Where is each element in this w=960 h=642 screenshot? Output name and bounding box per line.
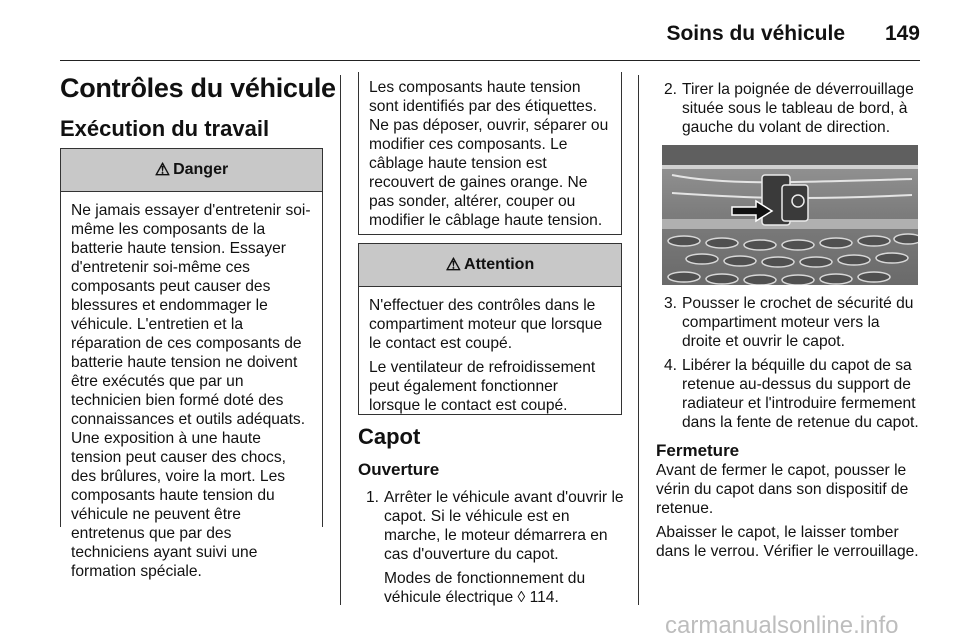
column-divider-1 bbox=[340, 75, 341, 605]
attention-title: Attention bbox=[464, 256, 535, 273]
section-heading-capot: Capot bbox=[358, 424, 421, 449]
warning-triangle-icon: ⚠ bbox=[154, 160, 171, 179]
subheading-fermeture: Fermeture bbox=[656, 441, 740, 460]
attention-text-2: Le ventilateur de refroidissement peut également fonctionner lorsque le contact est coupé. bbox=[369, 359, 596, 414]
reference-arrow-icon: ◊ bbox=[517, 589, 526, 606]
list-item bbox=[358, 488, 624, 607]
warning-triangle-icon: ⚠ bbox=[445, 255, 462, 274]
page-reference-link[interactable]: 114. bbox=[529, 589, 559, 606]
list-item bbox=[656, 80, 922, 137]
step-text: Libérer la béquille du capot de sa retenue au-dessus du support de radiateur et l'introduire fermement dans la fente de retenue du capot. bbox=[682, 357, 919, 431]
list-item bbox=[656, 356, 922, 432]
steps-list-1 bbox=[358, 488, 624, 612]
watermark: carmanualsonline.info bbox=[665, 612, 899, 639]
list-item bbox=[656, 294, 922, 351]
step-text: Tirer la poignée de déverrouillage située sous le tableau de bord, à gauche du volant de direction. bbox=[682, 81, 914, 136]
section-heading-controles: Contrôles du véhicule bbox=[60, 73, 336, 103]
step-number: 2. bbox=[664, 81, 678, 98]
closing-text-2: Abaisser le capot, le laisser tomber dans le verrou. Vérifier le verrouillage. bbox=[656, 524, 919, 560]
step-text: Pousser le crochet de sécurité du compartiment moteur vers la droite et ouvrir le capot. bbox=[682, 295, 914, 350]
attention-text-1: N'effectuer des contrôles dans le compartiment moteur que lorsque le contact est coupé. bbox=[369, 297, 603, 352]
attention-box-header bbox=[359, 244, 621, 287]
closing-text-1: Avant de fermer le capot, pousser le vérin du capot dans son dispositif de retenue. bbox=[656, 462, 909, 517]
danger-box-continued bbox=[358, 72, 622, 235]
attention-box bbox=[358, 243, 622, 415]
danger-box-header bbox=[61, 149, 322, 192]
hood-latch-photo bbox=[662, 145, 918, 285]
subheading-ouverture: Ouverture bbox=[358, 460, 440, 479]
step-extra bbox=[384, 569, 624, 607]
step-text: Arrêter le véhicule avant d'ouvrir le capot. Si le véhicule est en marche, le moteur démarrera en cas d'ouverture du capot. bbox=[384, 489, 624, 563]
danger-text: Ne jamais essayer d'entretenir soi-même les composants de la batterie haute tension. Essayer d'entretenir soi-même ces composants peut causer des blessures et endommager le véhicule. L'entretien et la réparation de ces composants de batterie haute tension ne doivent être exécutés que par un technicien bien formé doté des connaissances et outils adéquats. Une exposition à une haute tension peut causer des chocs, des brûlures, voire la mort. Les composants haute tension du véhicule ne peuvent être entretenus que par des techniciens ayant suivi une formation spéciale. bbox=[71, 202, 311, 580]
step-number: 4. bbox=[664, 357, 678, 374]
steps-list-2a bbox=[656, 80, 922, 142]
danger-title: Danger bbox=[173, 161, 229, 178]
steps-list-2b bbox=[656, 294, 922, 437]
column-divider-2 bbox=[638, 75, 639, 605]
step-extra-text: Modes de fonctionnement du véhicule électrique bbox=[384, 570, 586, 606]
closing-paragraphs bbox=[656, 461, 922, 566]
page-header bbox=[60, 10, 920, 61]
step-number: 1. bbox=[366, 489, 380, 506]
page-number: 149 bbox=[884, 22, 920, 45]
running-title: Soins du véhicule bbox=[666, 22, 845, 45]
hood-latch-illustration bbox=[662, 145, 918, 285]
subheading-execution: Exécution du travail bbox=[60, 116, 270, 141]
danger-continued-text: Les composants haute tension sont identifiés par des étiquettes. Ne pas déposer, ouvrir, séparer ou modifier ces composants. Le câblage haute tension est recouvert de gaines orange. Ne pas sonder, altérer, couper ou modifier le câblage haute tension. bbox=[369, 79, 609, 229]
step-number: 3. bbox=[664, 295, 678, 312]
danger-box bbox=[60, 148, 323, 580]
